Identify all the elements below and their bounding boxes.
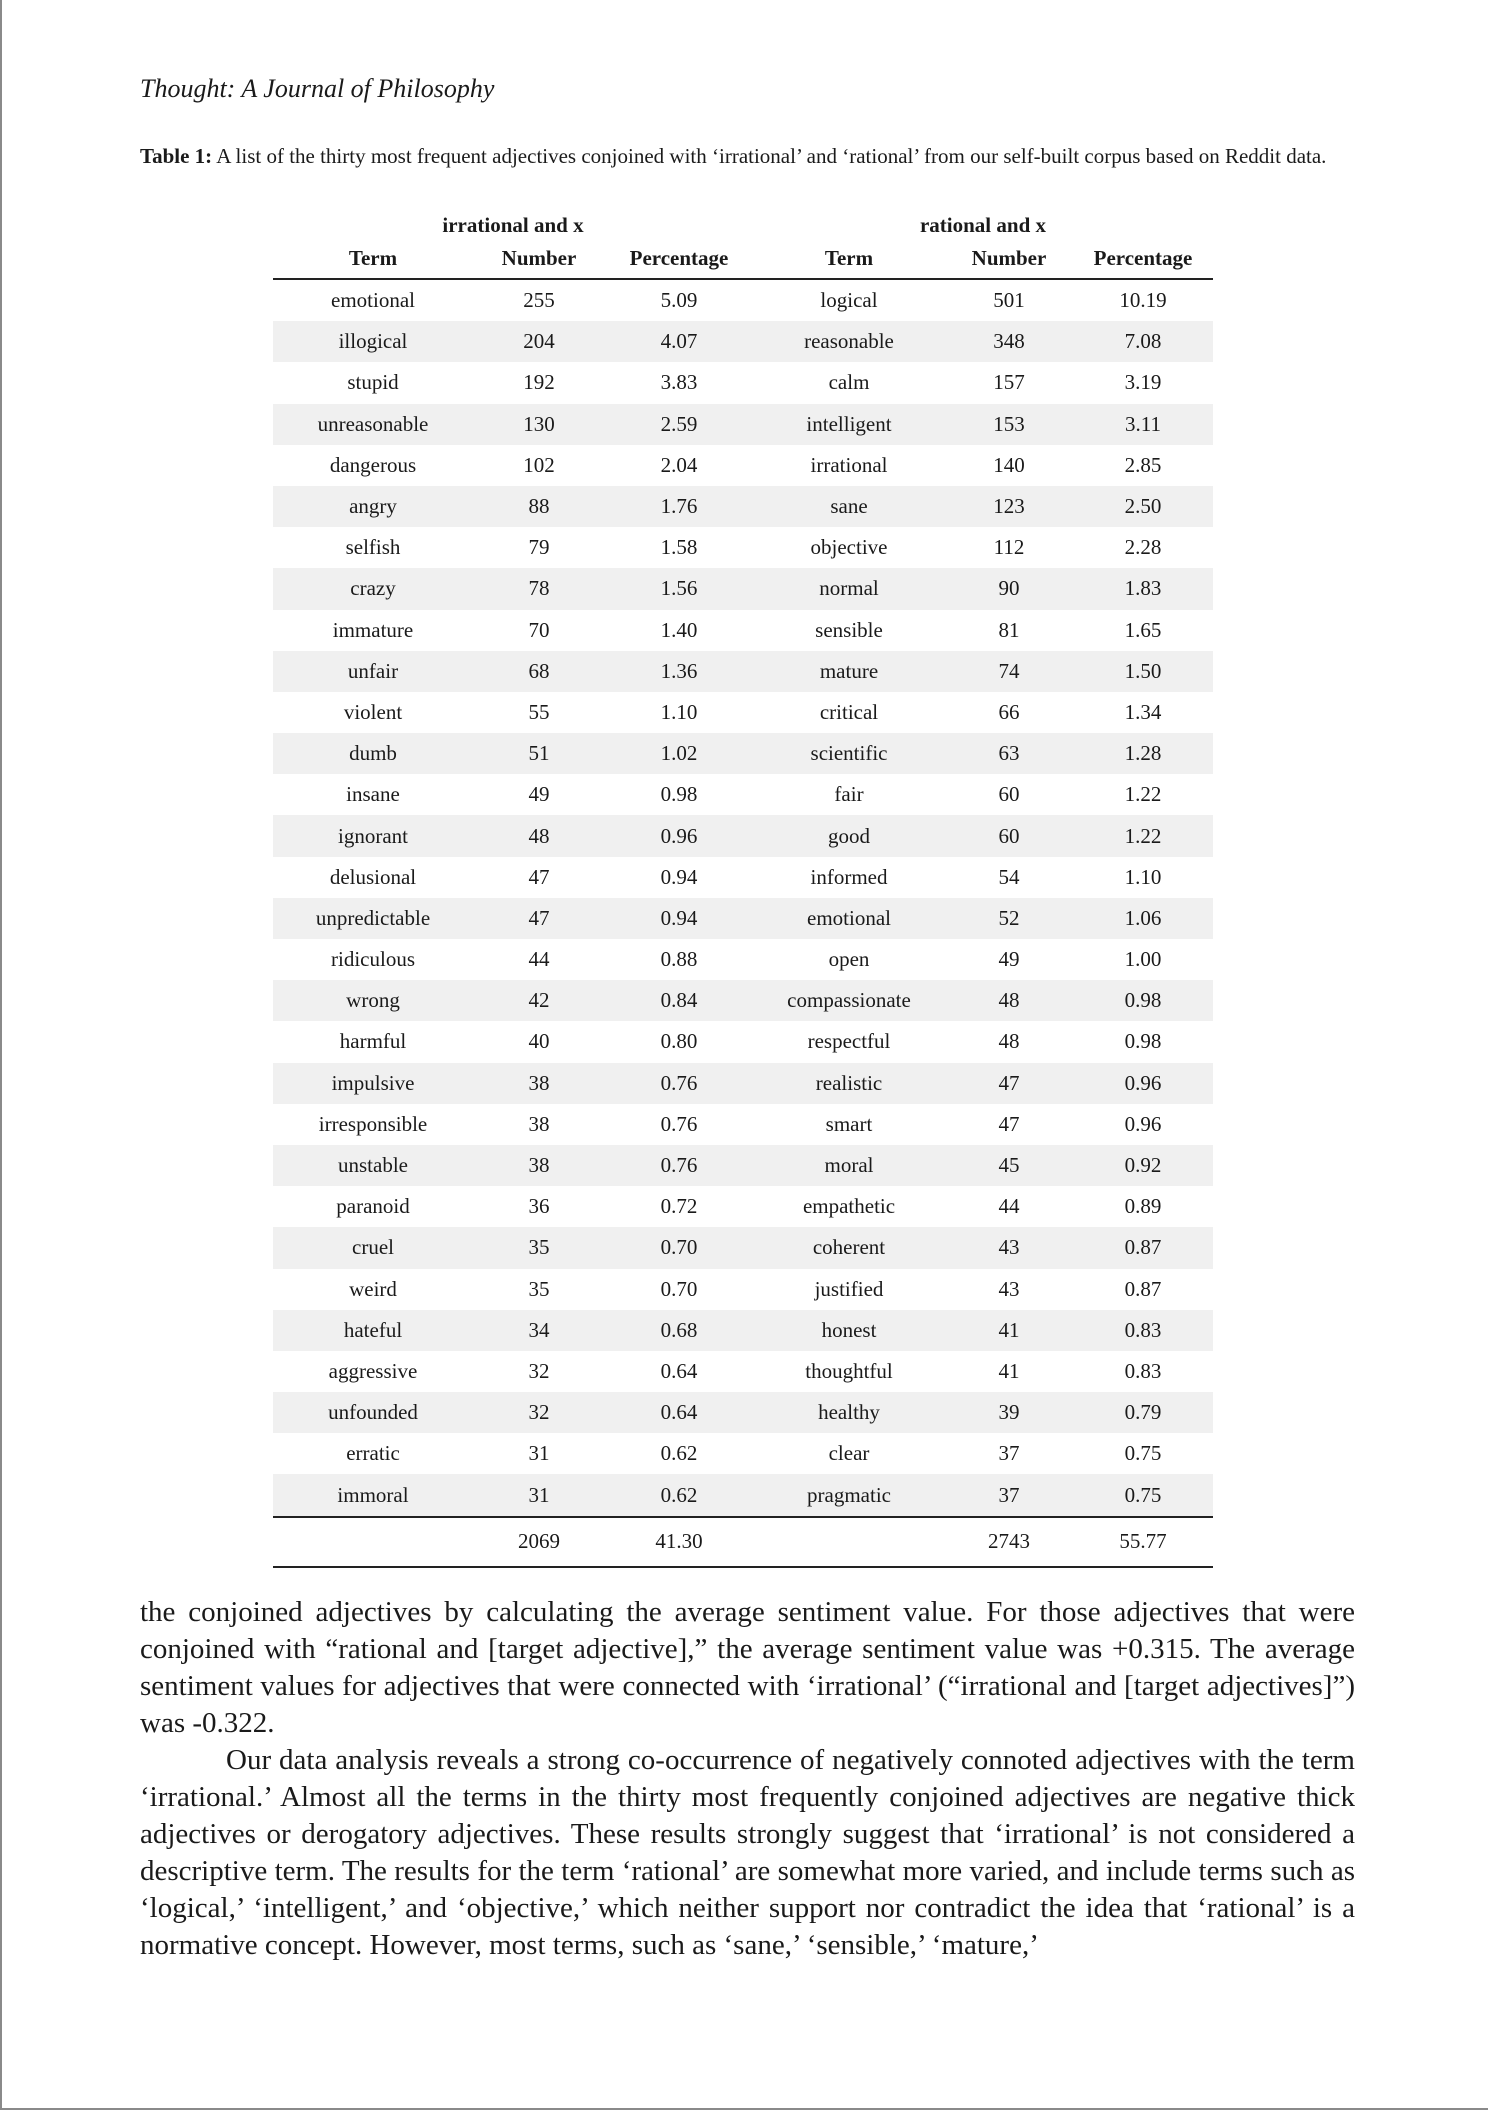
table-cell: 0.68 — [605, 1310, 753, 1351]
table-cell: stupid — [347, 370, 399, 395]
table-cell: 34 — [473, 1310, 605, 1351]
table-cell: 88 — [473, 486, 605, 527]
table-cell: 0.92 — [1073, 1145, 1213, 1186]
table-cell: mature — [753, 651, 945, 692]
table-row — [273, 980, 1213, 1021]
table-row — [273, 486, 1213, 527]
table-row — [273, 1104, 1213, 1145]
table-row — [273, 1227, 1213, 1268]
table-cell: 1.36 — [605, 651, 753, 692]
table-row — [273, 1269, 1213, 1310]
table-cell: 1.22 — [1124, 782, 1162, 807]
table-cell: 1.10 — [660, 699, 698, 724]
table-cell: 1.02 — [605, 733, 753, 774]
table-cell: 55 — [528, 699, 550, 724]
table-cell: 0.62 — [660, 1441, 698, 1466]
table-cell: immoral — [273, 1474, 473, 1516]
table-cell: fair — [834, 782, 864, 807]
table-cell: 52 — [945, 898, 1073, 939]
table-cell: insane — [346, 782, 400, 807]
table-cell: 0.75 — [1124, 1441, 1162, 1466]
table-row — [273, 279, 1213, 321]
table-cell: 74 — [945, 651, 1073, 692]
table-row — [273, 1351, 1213, 1392]
table-cell: 48 — [473, 815, 605, 856]
table-cell: respectful — [807, 1029, 891, 1054]
table-cell: 66 — [998, 699, 1020, 724]
table-cell: 112 — [993, 535, 1025, 560]
table-cell: unfounded — [273, 1392, 473, 1433]
table-cell: smart — [825, 1111, 873, 1136]
table-cell: 0.88 — [660, 947, 698, 972]
table-cell: 0.94 — [660, 864, 698, 889]
table-cell: delusional — [329, 864, 417, 889]
table-cell: sane — [753, 486, 945, 527]
table-cell: 31 — [473, 1474, 605, 1516]
table-row — [273, 651, 1213, 692]
table-row — [273, 1063, 1213, 1104]
table-cell: 47 — [473, 898, 605, 939]
table-cell: 0.62 — [605, 1474, 753, 1516]
table-cell: 41 — [998, 1358, 1020, 1383]
total-cell: 2743 — [945, 1517, 1073, 1567]
table-cell: normal — [753, 568, 945, 609]
total-cell — [273, 1517, 473, 1567]
table-cell: unfair — [273, 651, 473, 692]
table-cell: selfish — [345, 535, 401, 560]
table-cell: 44 — [998, 1194, 1020, 1219]
table-row — [273, 1145, 1213, 1186]
table-cell: coherent — [753, 1227, 945, 1268]
table-row — [273, 610, 1213, 651]
table-cell: 0.94 — [605, 898, 753, 939]
table-cell: 3.19 — [1124, 370, 1162, 395]
table-cell: 204 — [473, 321, 605, 362]
table-cell: angry — [273, 486, 473, 527]
column-header: Term — [753, 238, 945, 279]
table-row — [273, 733, 1213, 774]
table-cell: 0.98 — [1073, 980, 1213, 1021]
table-cell: 31 — [528, 1441, 550, 1466]
table-cell: 2.28 — [1124, 535, 1162, 560]
table-cell: emotional — [331, 288, 415, 313]
table-cell: 39 — [945, 1392, 1073, 1433]
table-cell: impulsive — [273, 1063, 473, 1104]
table-cell: 38 — [473, 1063, 605, 1104]
table-row — [273, 527, 1213, 568]
table-body — [273, 279, 1213, 1517]
table-row — [273, 362, 1213, 403]
table-cell: 38 — [528, 1111, 550, 1136]
table-cell: 0.84 — [605, 980, 753, 1021]
table-cell: 32 — [473, 1392, 605, 1433]
caption-label: Table 1: — [140, 144, 213, 168]
table-cell: 0.76 — [605, 1145, 753, 1186]
table-cell: 501 — [993, 288, 1025, 313]
table-cell: 36 — [528, 1194, 550, 1219]
table-cell: 1.34 — [1124, 699, 1162, 724]
table-cell: weird — [349, 1276, 397, 1301]
table-cell: 0.96 — [1124, 1111, 1162, 1136]
table-cell: 102 — [523, 452, 555, 477]
table-cell: 68 — [473, 651, 605, 692]
table-cell: unstable — [273, 1145, 473, 1186]
table-cell: 0.64 — [660, 1358, 698, 1383]
table-row — [273, 774, 1213, 815]
table-cell: 0.76 — [605, 1063, 753, 1104]
table-cell: informed — [810, 864, 888, 889]
adjective-table-container — [273, 204, 1213, 1568]
table-cell: hateful — [273, 1310, 473, 1351]
table-cell: pragmatic — [753, 1474, 945, 1516]
table-row — [273, 939, 1213, 980]
table-cell: 1.50 — [1073, 651, 1213, 692]
table-cell: 0.98 — [660, 782, 698, 807]
total-cell: 55.77 — [1073, 1517, 1213, 1567]
table-row — [273, 321, 1213, 362]
table-cell: moral — [753, 1145, 945, 1186]
column-header: Term — [273, 238, 473, 279]
table-cell: compassionate — [753, 980, 945, 1021]
table-row — [273, 568, 1213, 609]
table-cell: 38 — [473, 1145, 605, 1186]
table-cell: 1.58 — [660, 535, 698, 560]
table-cell: 3.83 — [660, 370, 698, 395]
table-cell: 0.70 — [605, 1227, 753, 1268]
table-cell: 81 — [998, 617, 1020, 642]
table-cell: 32 — [528, 1358, 550, 1383]
table-cell: 47 — [945, 1063, 1073, 1104]
table-cell: immature — [332, 617, 414, 642]
table-cell: 10.19 — [1119, 288, 1167, 313]
table-cell: 153 — [945, 404, 1073, 445]
totals-row — [273, 1517, 1213, 1567]
table-cell: 45 — [945, 1145, 1073, 1186]
table-cell: 123 — [945, 486, 1073, 527]
table-cell: good — [753, 815, 945, 856]
table-cell: 63 — [945, 733, 1073, 774]
table-cell: paranoid — [336, 1194, 410, 1219]
table-cell: irrational — [810, 452, 888, 477]
table-cell: 3.11 — [1073, 404, 1213, 445]
table-cell: honest — [753, 1310, 945, 1351]
table-cell: crazy — [273, 568, 473, 609]
table-row — [273, 857, 1213, 898]
table-row — [273, 404, 1213, 445]
table-cell: 70 — [528, 617, 550, 642]
table-cell: open — [828, 947, 870, 972]
table-cell: wrong — [273, 980, 473, 1021]
table-cell: aggressive — [328, 1358, 418, 1383]
table-row — [273, 692, 1213, 733]
table-row — [273, 1474, 1213, 1516]
table-cell: 0.70 — [660, 1276, 698, 1301]
table-cell: thoughtful — [805, 1358, 893, 1383]
table-cell: 60 — [945, 815, 1073, 856]
table-cell: 130 — [473, 404, 605, 445]
table-cell: 48 — [998, 1029, 1020, 1054]
column-header-row — [273, 238, 1213, 279]
table-cell: emotional — [753, 898, 945, 939]
table-row — [273, 445, 1213, 486]
table-cell: 0.79 — [1073, 1392, 1213, 1433]
table-cell: 42 — [473, 980, 605, 1021]
caption-text: A list of the thirty most frequent adjectives conjoined with ‘irrational’ and ‘rational’ from our self-built corpus based on Reddit data. — [212, 144, 1327, 168]
table-cell: 0.75 — [1073, 1474, 1213, 1516]
column-header: Number — [473, 238, 605, 279]
table-cell: 44 — [528, 947, 550, 972]
table-cell: intelligent — [753, 404, 945, 445]
table-row — [273, 1392, 1213, 1433]
table-cell: 2.50 — [1073, 486, 1213, 527]
table-row — [273, 898, 1213, 939]
table-cell: 43 — [998, 1276, 1020, 1301]
table-row — [273, 1186, 1213, 1227]
table-cell: 78 — [473, 568, 605, 609]
table-cell: 79 — [528, 535, 550, 560]
table-cell: 49 — [998, 947, 1020, 972]
table-cell: 0.72 — [660, 1194, 698, 1219]
table-cell: violent — [343, 699, 403, 724]
table-cell: 48 — [945, 980, 1073, 1021]
table-cell: 7.08 — [1073, 321, 1213, 362]
table-cell: 0.83 — [1124, 1358, 1162, 1383]
table-cell: critical — [819, 699, 879, 724]
table-cell: logical — [820, 288, 878, 313]
table-cell: 348 — [945, 321, 1073, 362]
table-cell: calm — [828, 370, 870, 395]
column-header: Percentage — [1073, 238, 1213, 279]
table-cell: 140 — [993, 452, 1025, 477]
table-cell: ridiculous — [331, 947, 415, 972]
table-cell: 49 — [528, 782, 550, 807]
table-cell: clear — [828, 1441, 870, 1466]
table-cell: 0.83 — [1073, 1310, 1213, 1351]
table-caption — [140, 142, 1355, 170]
table-cell: 0.89 — [1124, 1194, 1162, 1219]
table-cell: erratic — [346, 1441, 400, 1466]
table-cell: 5.09 — [660, 288, 698, 313]
table-cell: illogical — [273, 321, 473, 362]
table-cell: 192 — [523, 370, 555, 395]
table-cell: 0.87 — [1124, 1276, 1162, 1301]
table-cell: ignorant — [273, 815, 473, 856]
table-cell: 35 — [473, 1227, 605, 1268]
table-cell: cruel — [273, 1227, 473, 1268]
table-cell: 1.10 — [1124, 864, 1162, 889]
table-cell: 41 — [945, 1310, 1073, 1351]
table-cell: 35 — [528, 1276, 550, 1301]
table-cell: empathetic — [802, 1194, 896, 1219]
group-header-rational: rational and x — [919, 213, 1047, 237]
table-cell: 0.96 — [605, 815, 753, 856]
table-cell: 40 — [528, 1029, 550, 1054]
total-cell: 2069 — [473, 1517, 605, 1567]
table-cell: scientific — [753, 733, 945, 774]
adjective-table — [273, 204, 1213, 1568]
paragraph: Our data analysis reveals a strong co-occurrence of negatively connoted adjectives with the term ‘irrational.’ Almost all the terms in the thirty most frequently conjoined adjectives are negative thick adjectives or derogatory adjectives. These results strongly suggest that ‘irrational’ is not considered a descriptive term. The results for the term ‘rational’ are somewhat more varied, and include terms such as ‘logical,’ ‘intelligent,’ and ‘objective,’ which neither support nor contradict the idea that ‘rational’ is a normative concept. However, most terms, such as ‘sane,’ ‘sensible,’ ‘mature,’ — [140, 1744, 1355, 1961]
table-cell: 0.64 — [605, 1392, 753, 1433]
table-cell: 2.85 — [1124, 452, 1162, 477]
paragraph: the conjoined adjectives by calculating the average sentiment value. For those adjectives that were conjoined with “rational and [target adjective],” the average sentiment value was +0.315. The average sentiment values for adjectives that were connected with ‘irrational’ (“irrational and [target adjectives]”) was -0.322. — [140, 1596, 1355, 1739]
table-cell: 43 — [945, 1227, 1073, 1268]
table-cell: 1.06 — [1073, 898, 1213, 939]
table-cell: harmful — [339, 1029, 407, 1054]
column-header: Percentage — [605, 238, 753, 279]
table-cell: 2.59 — [605, 404, 753, 445]
table-cell: objective — [810, 535, 888, 560]
body-text — [140, 1594, 1355, 1964]
table-row — [273, 815, 1213, 856]
total-cell — [753, 1517, 945, 1567]
table-cell: 60 — [998, 782, 1020, 807]
total-cell: 41.30 — [605, 1517, 753, 1567]
table-cell: 1.76 — [605, 486, 753, 527]
table-cell: dumb — [273, 733, 473, 774]
table-cell: 1.65 — [1124, 617, 1162, 642]
table-cell: 4.07 — [605, 321, 753, 362]
table-cell: 1.28 — [1073, 733, 1213, 774]
table-cell: 1.00 — [1124, 947, 1162, 972]
table-cell: 47 — [998, 1111, 1020, 1136]
group-header-irrational: irrational and x — [442, 213, 584, 237]
table-cell: 1.83 — [1073, 568, 1213, 609]
table-cell: healthy — [753, 1392, 945, 1433]
table-row — [273, 1021, 1213, 1062]
table-cell: justified — [814, 1276, 884, 1301]
table-cell: 47 — [528, 864, 550, 889]
table-cell: irresponsible — [318, 1111, 428, 1136]
table-cell: 1.22 — [1073, 815, 1213, 856]
table-cell: 0.96 — [1073, 1063, 1213, 1104]
table-cell: realistic — [753, 1063, 945, 1104]
table-cell: 37 — [998, 1441, 1020, 1466]
table-cell: 90 — [945, 568, 1073, 609]
table-cell: 1.40 — [660, 617, 698, 642]
table-cell: sensible — [815, 617, 883, 642]
table-cell: 37 — [945, 1474, 1073, 1516]
table-cell: 255 — [523, 288, 555, 313]
table-cell: 2.04 — [660, 452, 698, 477]
table-row — [273, 1433, 1213, 1474]
table-cell: dangerous — [329, 452, 417, 477]
table-cell: 54 — [998, 864, 1020, 889]
column-header: Number — [945, 238, 1073, 279]
table-cell: 0.76 — [660, 1111, 698, 1136]
table-cell: 0.98 — [1124, 1029, 1162, 1054]
table-cell: reasonable — [753, 321, 945, 362]
table-cell: 0.80 — [660, 1029, 698, 1054]
table-cell: unpredictable — [273, 898, 473, 939]
table-cell: unreasonable — [273, 404, 473, 445]
table-cell: 157 — [993, 370, 1025, 395]
journal-title: Thought: A Journal of Philosophy — [140, 74, 495, 103]
table-cell: 1.56 — [605, 568, 753, 609]
table-cell: 51 — [473, 733, 605, 774]
table-cell: 0.87 — [1073, 1227, 1213, 1268]
table-row — [273, 1310, 1213, 1351]
